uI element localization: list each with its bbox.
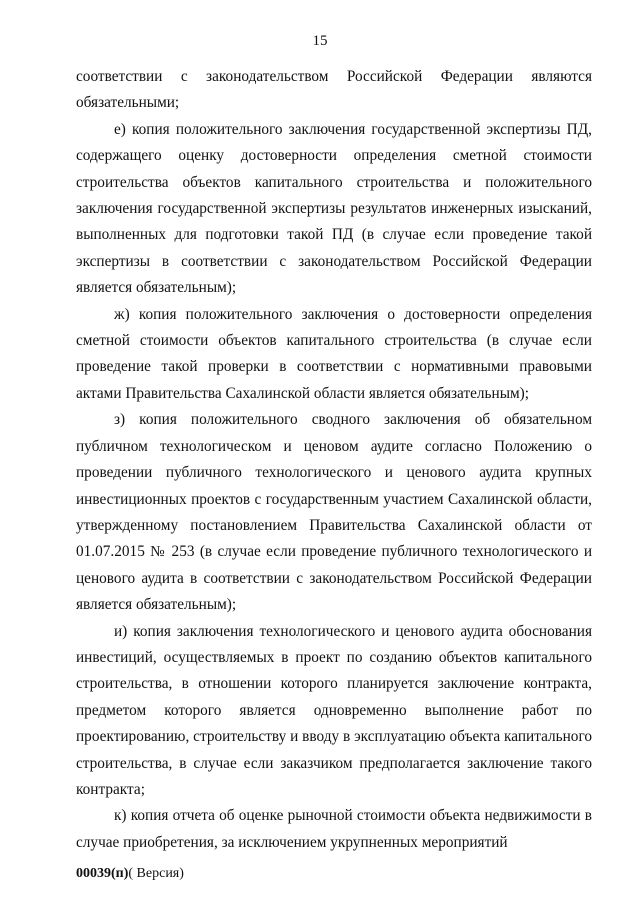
paragraph-continuation: соответствии с законодательством Российской Федерации являются обязательными; [76,68,592,112]
footer [76,866,184,882]
document-body [76,64,592,856]
paragraph-item-e: е) копия положительного заключения государственной экспертизы ПД, содержащего оценку достоверности определения сметной стоимости строительства объектов капитального строительства и положительного заключения государственной экспертизы результатов инженерных изысканий, выполненных для подготовки такой ПД (в случае если проведение такой экспертизы в соответствии с законодательством Российской Федерации является обязательным); [76,120,592,297]
page-number: 15 [312,33,328,49]
paragraph-item-zh: ж) копия положительного заключения о достоверности определения сметной стоимости объектов капитального строительства (в случае если проведение такой проверки в соответствии с нормативными правовыми актами Правительства Сахалинской области является обязательным); [76,305,592,402]
paragraph-item-k: к) копия отчета об оценке рыночной стоимости объекта недвижимости в случае приобретения, за исключением укрупненных мероприятий [76,807,592,851]
document-code: 00039(п) [76,866,129,881]
paragraph-item-i: и) копия заключения технологического и ценового аудита обоснования инвестиций, осуществляемых в проект по созданию объектов капитального строительства, в отношении которого планируется заключение контракта, предметом которого является одновременно выполнение работ по проектированию, строительству и вводу в эксплуатацию объекта капитального строительства, в случае если заказчиком предполагается заключение такого контракта; [76,622,592,798]
paragraph-item-z: з) копия положительного сводного заключения об обязательном публичном технологическом и ценовом аудите согласно Положению о проведении публичного технологического и ценового аудита крупных инвестиционных проектов с государственным участием Сахалинской области, утвержденному постановлением Правительства Сахалинской области от 01.07.2015 № 253 (в случае если проведение публичного технологического и ценового аудита в соответствии с законодательством Российской Федерации является обязательным); [76,411,592,614]
document-version: ( Версия) [128,866,184,881]
